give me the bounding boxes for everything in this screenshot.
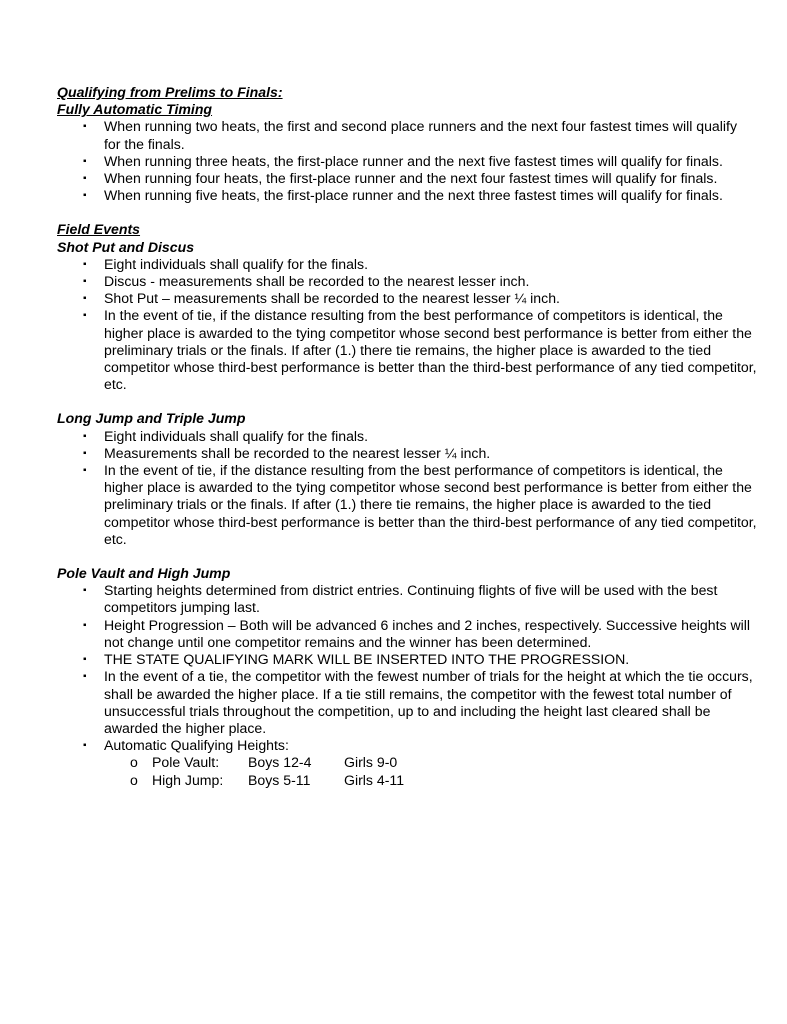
square-bullet-icon: ▪ <box>83 173 87 185</box>
event-name: High Jump: <box>152 771 224 788</box>
list-item: ▪ Eight individuals shall qualify for the finals. <box>83 255 369 272</box>
list-item: ▪ When running two heats, the first and second place runners and the next four fastest times will qualify for the finals. <box>83 118 737 152</box>
boys-height: Boys 5-11 <box>248 771 311 788</box>
square-bullet-icon: ▪ <box>83 258 87 270</box>
list-item: ▪ In the event of tie, if the distance resulting from the best performance of competitors is identical, the higher place is awarded to the tying competitor whose second best performance is better from either the preliminary trials or the finals. If after (1.) there tie remains, the higher place is awarded to the tied competitor whose third-best performance is better than the third-best performance of any tied competitor, etc. <box>83 462 757 547</box>
list-item: ▪ Automatic Qualifying Heights: <box>83 737 289 754</box>
prelims-list <box>57 118 757 204</box>
list-item: ▪ Starting heights determined from district entries. Continuing flights of five will be used with the best competitors jumping last. <box>83 582 718 616</box>
square-bullet-icon: ▪ <box>83 465 87 477</box>
long-jump-list <box>57 428 757 548</box>
square-bullet-icon: ▪ <box>83 619 87 631</box>
pole-vault-heading: Pole Vault and High Jump <box>57 565 231 582</box>
list-item: ▪ Discus - measurements shall be recorded to the nearest lesser inch. <box>83 273 530 290</box>
list-item: ▪ When running three heats, the first-place runner and the next five fastest times will qualify for finals. <box>83 152 723 169</box>
shot-put-heading: Shot Put and Discus <box>57 238 195 255</box>
square-bullet-icon: ▪ <box>83 430 87 442</box>
square-bullet-icon: ▪ <box>83 740 87 752</box>
girls-height: Girls 4-11 <box>344 771 405 788</box>
list-item: ▪ THE STATE QUALIFYING MARK WILL BE INSERTED INTO THE PROGRESSION. <box>83 651 630 668</box>
list-item: ▪ In the event of tie, if the distance resulting from the best performance of competitors is identical, the higher place is awarded to the tying competitor whose second best performance is better from either the preliminary trials or the finals. If after (1.) there tie remains, the higher place is awarded to the tied competitor whose third-best performance is better than the third-best performance of any tied competitor, etc. <box>83 307 757 393</box>
girls-height: Girls 9-0 <box>344 754 398 771</box>
list-item: ▪ Height Progression – Both will be advanced 6 inches and 2 inches, respectively. Successive heights will not change until one competitor remains and the winner has been determined. <box>83 616 751 650</box>
long-jump-heading: Long Jump and Triple Jump <box>57 410 246 427</box>
boys-height: Boys 12-4 <box>248 754 312 771</box>
shot-put-list <box>57 256 757 394</box>
square-bullet-icon: ▪ <box>83 121 87 133</box>
circle-bullet-icon: o <box>130 771 138 788</box>
square-bullet-icon: ▪ <box>83 190 87 202</box>
field-events-heading: Field Events <box>57 221 141 238</box>
circle-bullet-icon: o <box>130 754 138 771</box>
list-item <box>57 754 757 771</box>
square-bullet-icon: ▪ <box>83 293 87 305</box>
fat-subheading: Fully Automatic Timing <box>57 101 213 118</box>
qualifying-heights-list <box>57 754 757 788</box>
square-bullet-icon: ▪ <box>83 654 87 666</box>
square-bullet-icon: ▪ <box>83 155 87 167</box>
prelims-heading: Qualifying from Prelims to Finals: <box>57 84 283 100</box>
document-page <box>57 84 757 789</box>
list-item: ▪ Eight individuals shall qualify for the finals. <box>83 427 369 444</box>
event-name: Pole Vault: <box>152 754 220 771</box>
pole-vault-list <box>57 582 757 754</box>
list-item: ▪ When running four heats, the first-place runner and the next four fastest times will qualify for finals. <box>83 170 718 187</box>
list-item: ▪ When running five heats, the first-place runner and the next three fastest times will qualify for finals. <box>83 187 723 204</box>
square-bullet-icon: ▪ <box>83 585 87 597</box>
square-bullet-icon: ▪ <box>83 310 87 322</box>
square-bullet-icon: ▪ <box>83 447 87 459</box>
list-item: ▪ In the event of a tie, the competitor with the fewest number of trials for the height at which the tie occurs, shall be awarded the higher place. If a tie still remains, the competitor with the fewest total number of unsuccessful trials throughout the competition, up to and including the height last cleared shall be awarded the higher place. <box>83 668 753 736</box>
list-item <box>57 772 757 789</box>
square-bullet-icon: ▪ <box>83 671 87 683</box>
square-bullet-icon: ▪ <box>83 276 87 288</box>
list-item: ▪ Measurements shall be recorded to the nearest lesser ¼ inch. <box>83 444 491 461</box>
list-item: ▪ Shot Put – measurements shall be recorded to the nearest lesser ¼ inch. <box>83 290 560 307</box>
